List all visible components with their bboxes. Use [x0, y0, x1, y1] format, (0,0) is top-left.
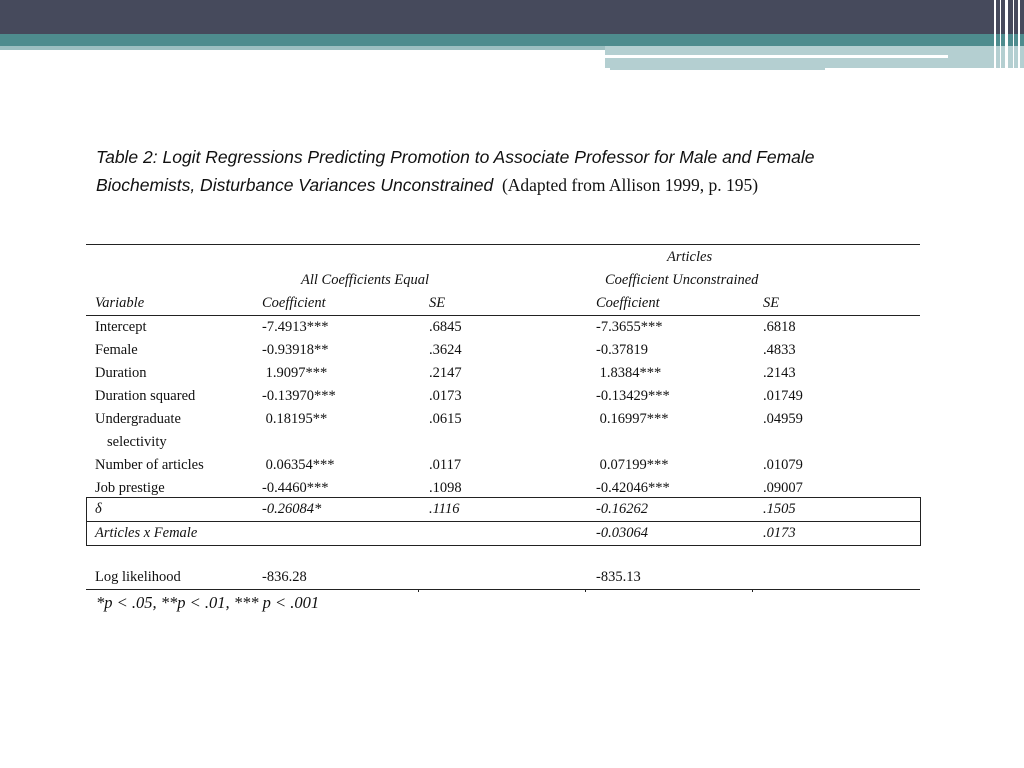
cell-coef1: 1.9097***	[262, 365, 328, 381]
cell-coef1: -7.4913***	[262, 319, 329, 335]
cell-variable: Female	[95, 342, 138, 358]
cell-coef2: 0.16997***	[596, 411, 669, 427]
header-variable: Variable	[95, 295, 145, 311]
cell-coef2: -0.42046***	[596, 480, 670, 496]
cell-variable: Articles x Female	[95, 525, 198, 541]
cell-se1: .1098	[429, 480, 462, 496]
cell-se2: .0173	[763, 525, 796, 541]
header-stripe	[1013, 0, 1014, 68]
header-stripe	[1005, 0, 1008, 68]
cell-se1: .0173	[429, 388, 462, 404]
header-se2: SE	[763, 295, 780, 311]
cell-se1: .3624	[429, 342, 462, 358]
header-stripe	[994, 0, 996, 68]
cell-se2: .2143	[763, 365, 796, 381]
cell-coef1: -0.13970***	[262, 388, 336, 404]
column-tick	[752, 589, 753, 592]
cell-variable: Number of articles	[95, 457, 204, 473]
cell-variable: δ	[95, 501, 102, 517]
cell-variable: Job prestige	[95, 480, 165, 496]
cell-coef1: 0.06354***	[262, 457, 335, 473]
column-tick	[418, 589, 419, 592]
cell-coef2: -0.16262	[596, 501, 648, 517]
header-coef2: Coefficient	[596, 295, 660, 311]
cell-se2: .01749	[763, 388, 803, 404]
cell-se1: .6845	[429, 319, 462, 335]
header-stripe	[1018, 0, 1020, 68]
cell-coef1: -0.93918**	[262, 342, 329, 358]
header-stripe	[1000, 0, 1001, 68]
cell-variable: Duration	[95, 365, 147, 381]
header-se1: SE	[429, 295, 446, 311]
table-top-rule	[86, 244, 920, 245]
cell-coef1: -0.26084*	[262, 501, 322, 517]
cell-variable: Intercept	[95, 319, 147, 335]
table-title	[96, 143, 916, 199]
header-group1: All Coefficients Equal	[301, 272, 430, 288]
cell-se2: .6818	[763, 319, 796, 335]
table-title-italic: Table 2: Logit Regressions Predicting Promotion to Associate Professor for Male and Female Biochemists, Disturbance Variances Unconstrained	[96, 147, 815, 195]
cell-se1: .1116	[429, 501, 460, 517]
header-bar-right-underline	[610, 68, 825, 70]
boxed-row-divider	[86, 521, 920, 522]
header-bar-teal	[0, 34, 1024, 46]
cell-se2: .01079	[763, 457, 803, 473]
cell-se2: .09007	[763, 480, 803, 496]
significance-footnote: *p < .05, **p < .01, *** p < .001	[96, 593, 320, 612]
cell-coef2: -0.03064	[596, 525, 648, 541]
cell-coef1: -836.28	[262, 569, 307, 585]
cell-se2: .4833	[763, 342, 796, 358]
cell-coef2: -7.3655***	[596, 319, 663, 335]
cell-variable-continued: selectivity	[107, 434, 167, 450]
table-title-source: (Adapted from Allison 1999, p. 195)	[501, 175, 759, 195]
cell-coef2: 0.07199***	[596, 457, 669, 473]
header-coef1: Coefficient	[262, 295, 326, 311]
cell-variable: Duration squared	[95, 388, 196, 404]
cell-coef2: 1.8384***	[596, 365, 662, 381]
column-tick	[585, 589, 586, 592]
cell-variable: Undergraduate	[95, 411, 181, 427]
table-bottom-rule	[86, 589, 920, 590]
cell-coef1: 0.18195**	[262, 411, 328, 427]
cell-variable: Log likelihood	[95, 569, 181, 585]
cell-se1: .2147	[429, 365, 462, 381]
header-bar-right-highlight	[605, 55, 948, 58]
cell-se2: .1505	[763, 501, 796, 517]
cell-se1: .0117	[429, 457, 462, 473]
cell-coef2: -0.13429***	[596, 388, 670, 404]
header-group2-line1: Articles	[667, 249, 713, 265]
cell-coef2: -0.37819	[596, 342, 648, 358]
header-bar-light	[0, 46, 605, 50]
cell-se1: .0615	[429, 411, 462, 427]
cell-se2: .04959	[763, 411, 803, 427]
header-bar-dark	[0, 0, 1024, 34]
header-group2-line2: Coefficient Unconstrained	[605, 272, 759, 288]
cell-coef2: -835.13	[596, 569, 641, 585]
cell-coef1: -0.4460***	[262, 480, 329, 496]
table-header-rule	[86, 315, 920, 316]
